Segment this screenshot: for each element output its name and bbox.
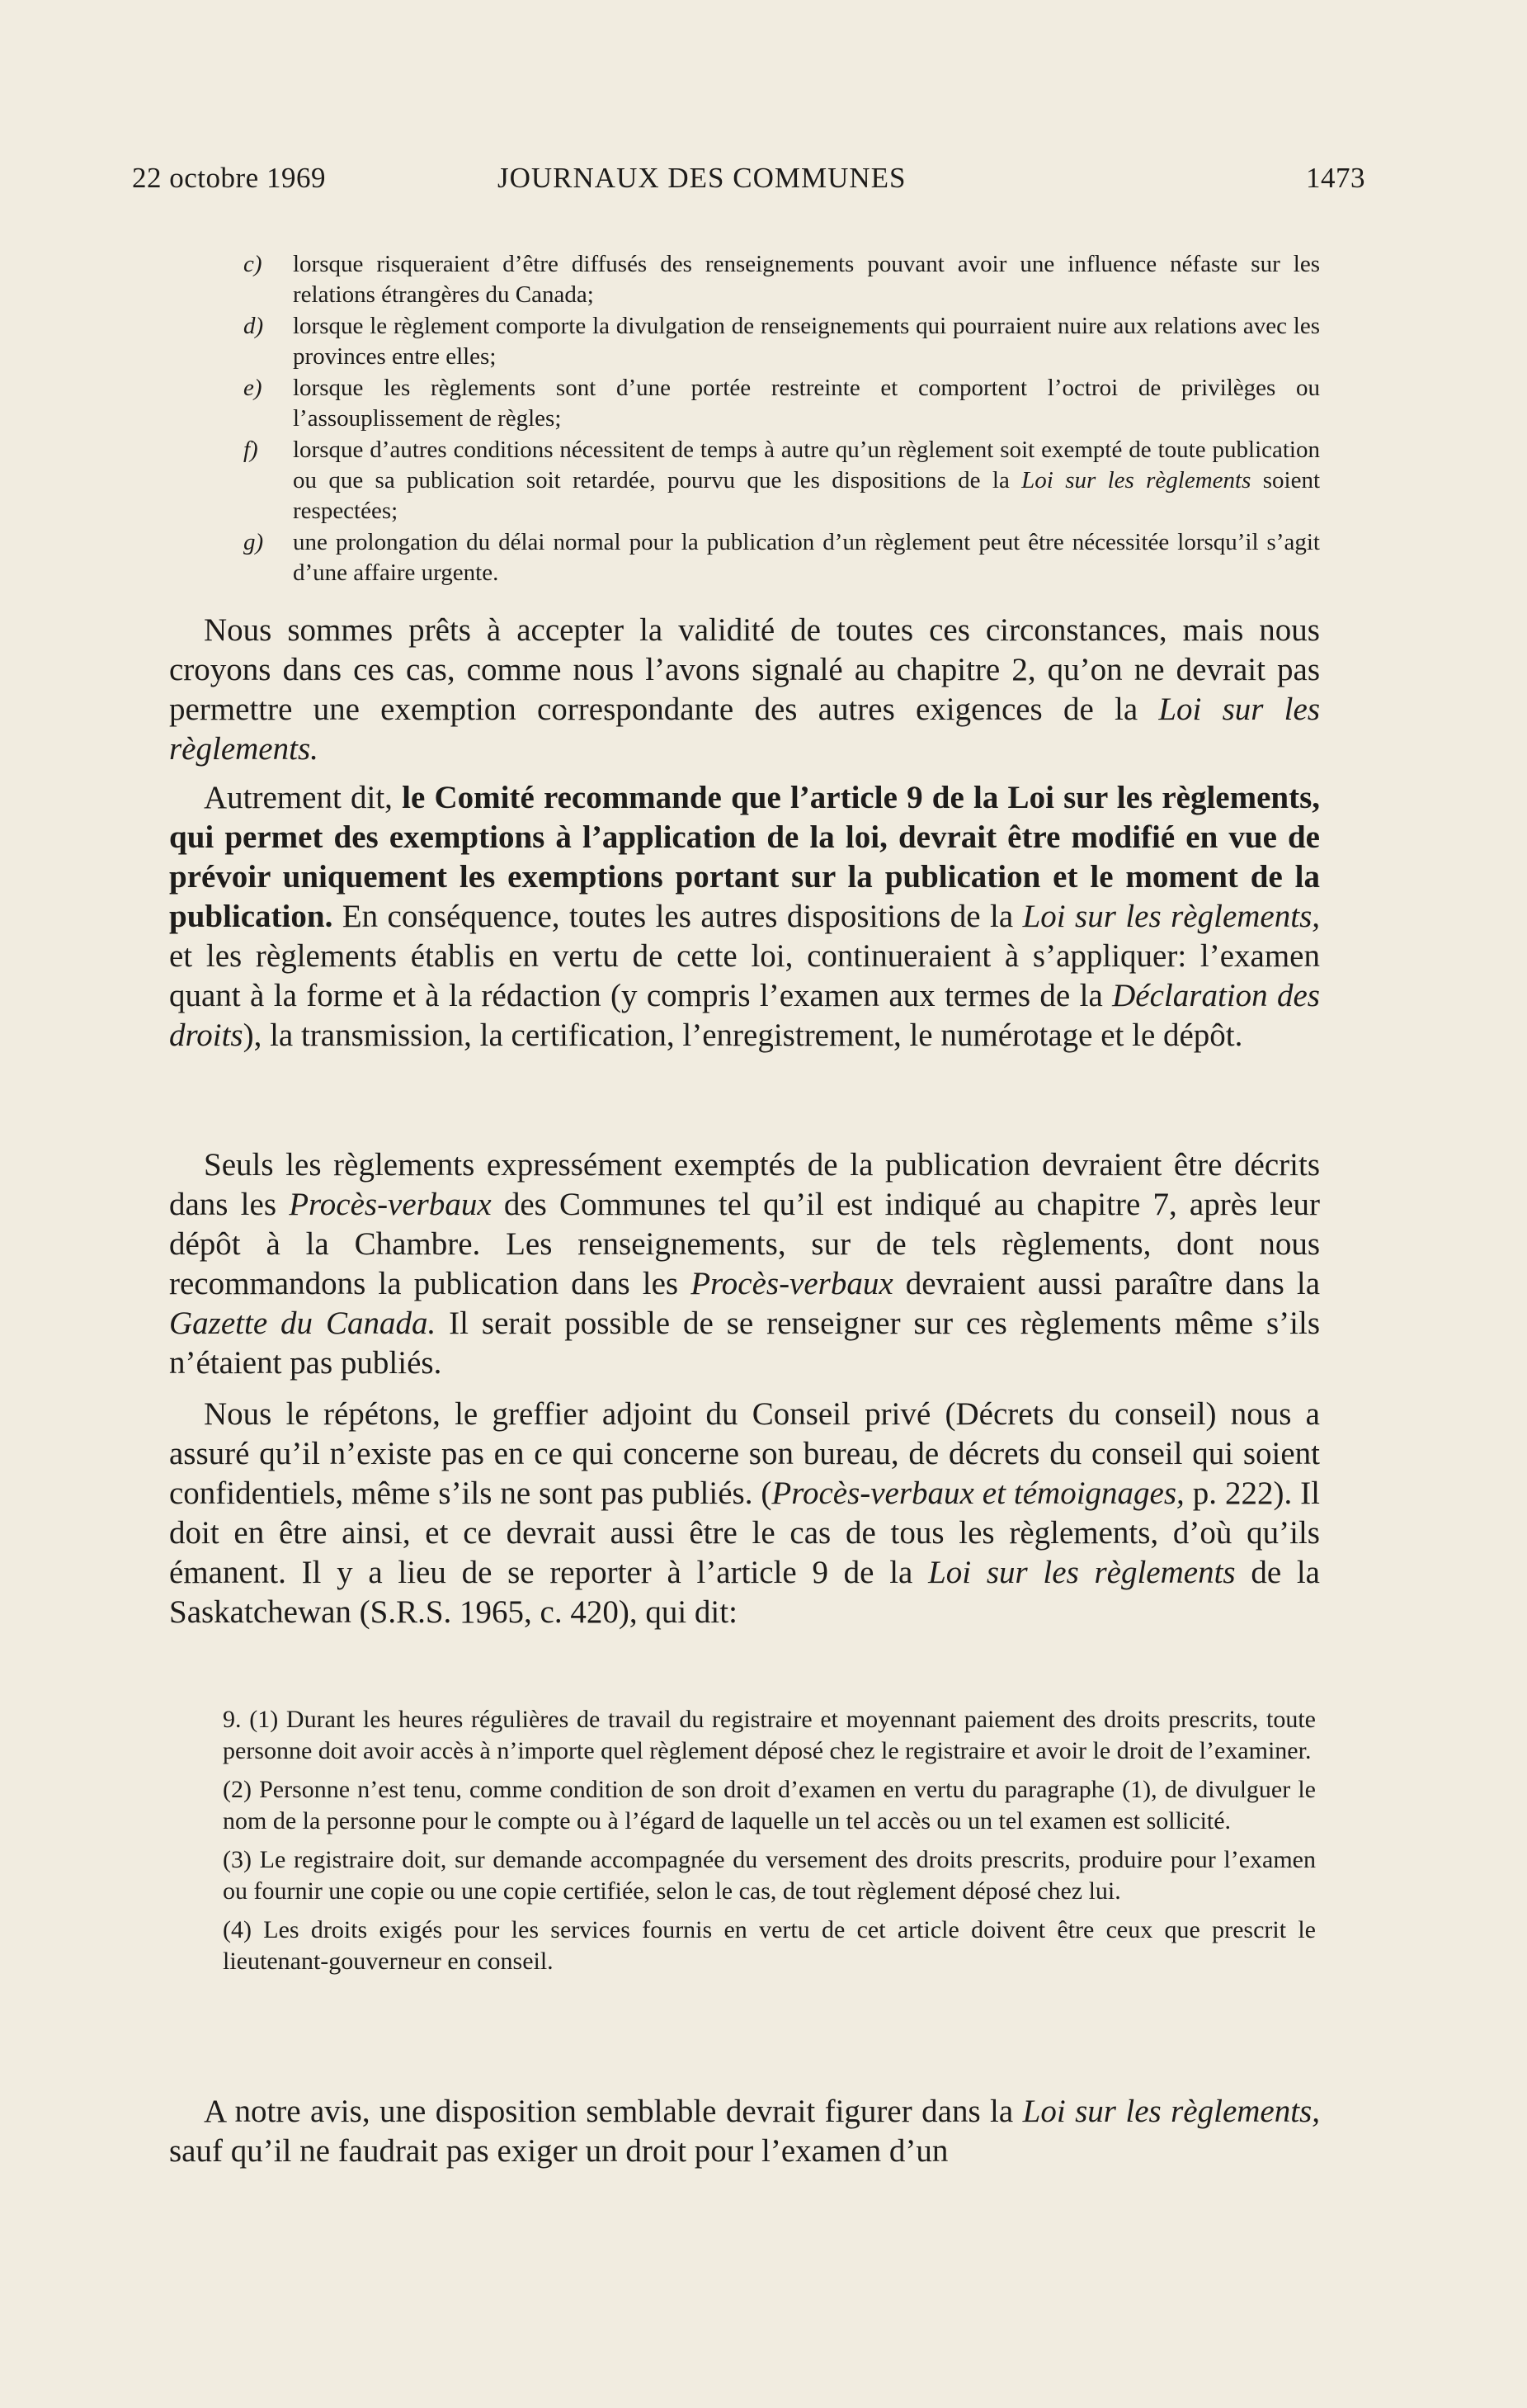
list-item-text: lorsque d’autres conditions nécessitent de temps à autre qu’un règlement soit exempté de toute publication ou que sa publication soit retardée, pourvu que les dispositions de la: [293, 437, 1320, 493]
text-run: des Communes tel qu’il est indiqué au chapitre 7, après leur dépôt à la Chambre. Les renseignements, sur de tels règlements, dont nous recommandons la publication dans les: [169, 1187, 1321, 1301]
text-run: Nous sommes prêts à accepter la validité de toutes ces circonstances, mais nous croyons dans ces cas, comme nous l’avons signalé au chapitre 2, qu’on ne devrait pas permettre une exemption correspondante des autres exigences de la: [169, 612, 1320, 727]
header-date: 22 octobre 1969: [132, 162, 326, 194]
paragraph-5: [169, 2092, 1320, 2171]
list-item-label: e): [243, 375, 262, 401]
text-run: et les règlements établis en vertu de cette loi, continueraient à s’appliquer: l’examen quant à la forme et à la rédaction (y compris l’examen aux termes de la: [169, 938, 1320, 1013]
quote-item: (3) Le registraire doit, sur demande accompagnée du versement des droits prescrits, produire pour l’examen ou fournir une copie ou une copie certifiée, selon le cas, de tout règlement déposé chez lui.: [223, 1846, 1316, 1905]
list-item-text: lorsque les règlements sont d’une portée restreinte et comportent l’octroi de privilèges ou l’assouplissement de règles;: [293, 375, 1320, 432]
paragraph-3: [169, 1145, 1320, 1383]
quote-item: (4) Les droits exigés pour les services fournis en vertu de cet article doivent être ceux que prescrit le lieutenant-gouverneur en conseil.: [223, 1916, 1316, 1975]
paragraph-1: [169, 611, 1320, 769]
italic-run: Procès-verbaux: [289, 1187, 492, 1222]
text-run: Nous le répétons, le greffier adjoint du Conseil privé (Décrets du conseil) nous a assuré qu’il n’existe pas en ce qui concerne son bureau, de décrets du conseil qui soient confidentiels, même s’ils ne sont pas publiés. (: [169, 1396, 1320, 1511]
list-item: [243, 249, 1320, 310]
exemption-list: [243, 249, 1320, 589]
italic-run: Déclaration des droits: [169, 978, 1320, 1053]
list-item-text: soient respectées;: [293, 467, 1321, 524]
list-item: [243, 527, 1320, 588]
list-item-label: f): [243, 437, 258, 463]
italic-run: Procès-verbaux et témoignages,: [771, 1475, 1185, 1511]
list-item-label: d): [243, 313, 264, 339]
list-item-label: c): [243, 251, 262, 277]
italic-run: Procès-verbaux: [690, 1266, 893, 1301]
quote-item: 9. (1) Durant les heures régulières de travail du registraire et moyennant paiement des droits prescrits, toute personne doit avoir accès à n’importe quel règlement déposé chez le registraire et avoir le droit de l’examiner.: [223, 1706, 1316, 1764]
text-run: ), la transmission, la certification, l’enregistrement, le numérotage et le dépôt.: [243, 1017, 1243, 1053]
text-run: p. 222). Il doit en être ainsi, et ce devrait aussi être le cas de tous les règlements, d’où qu’ils émanent. Il y a lieu de se reporter à l’article 9 de la: [169, 1475, 1320, 1590]
text-run: devraient aussi paraître dans la: [893, 1266, 1320, 1301]
header-title: JOURNAUX DES COMMUNES: [497, 162, 907, 194]
text-run: A notre avis, une disposition semblable devrait figurer dans la: [204, 2094, 1023, 2129]
text-run: Autrement dit,: [204, 780, 403, 815]
list-item: [243, 373, 1320, 434]
text-run: sauf qu’il ne faudrait pas exiger un droit pour l’examen d’un: [169, 2133, 949, 2169]
paragraph-4: [169, 1395, 1320, 1632]
italic-run: Loi sur les règlements,: [1022, 2094, 1320, 2129]
list-item: [243, 311, 1320, 372]
list-item-text: lorsque risqueraient d’être diffusés des renseignements pouvant avoir une influence néfaste sur les relations étrangères du Canada;: [293, 251, 1320, 308]
text-run: Seuls les règlements expressément exemptés de la publication devraient être décrits dans les: [169, 1147, 1320, 1222]
list-item-italic-text: Loi sur les règlements: [1021, 467, 1251, 493]
list-item: [243, 435, 1320, 526]
italic-run: Loi sur les règlements.: [169, 692, 1320, 767]
page-number: 1473: [1306, 162, 1365, 194]
text-run: Il serait possible de se renseigner sur ces règlements même s’ils n’étaient pas publiés.: [169, 1306, 1320, 1381]
text-run: En conséquence, toutes les autres dispositions de la: [332, 899, 1023, 934]
bold-recommendation: le Comité recommande que l’article 9 de la Loi sur les règlements, qui permet des exemptions à l’application de la loi, devrait être modifié en vue de prévoir uniquement les exemptions portant sur la publication et le moment de la publication.: [169, 780, 1320, 934]
statute-quotation: [223, 1704, 1316, 1985]
list-item-text: une prolongation du délai normal pour la publication d’un règlement peut être nécessitée lorsqu’il s’agit d’une affaire urgente.: [293, 529, 1320, 586]
list-item-label: g): [243, 529, 264, 555]
page-header: [132, 162, 1365, 203]
italic-run: Gazette du Canada.: [169, 1306, 436, 1341]
text-run: de la Saskatchewan (S.R.S. 1965, c. 420), qui dit:: [169, 1555, 1320, 1630]
quote-item: (2) Personne n’est tenu, comme condition de son droit d’examen en vertu du paragraphe (1), de divulguer le nom de la personne pour le compte ou à l’égard de laquelle un tel accès ou un tel examen est sollicité.: [223, 1776, 1316, 1834]
list-item-text: lorsque le règlement comporte la divulgation de renseignements qui pourraient nuire aux relations avec les provinces entre elles;: [293, 313, 1320, 370]
italic-run: Loi sur les règlements: [928, 1555, 1236, 1590]
paragraph-2: [169, 778, 1320, 1055]
italic-run: Loi sur les règlements,: [1022, 899, 1320, 934]
